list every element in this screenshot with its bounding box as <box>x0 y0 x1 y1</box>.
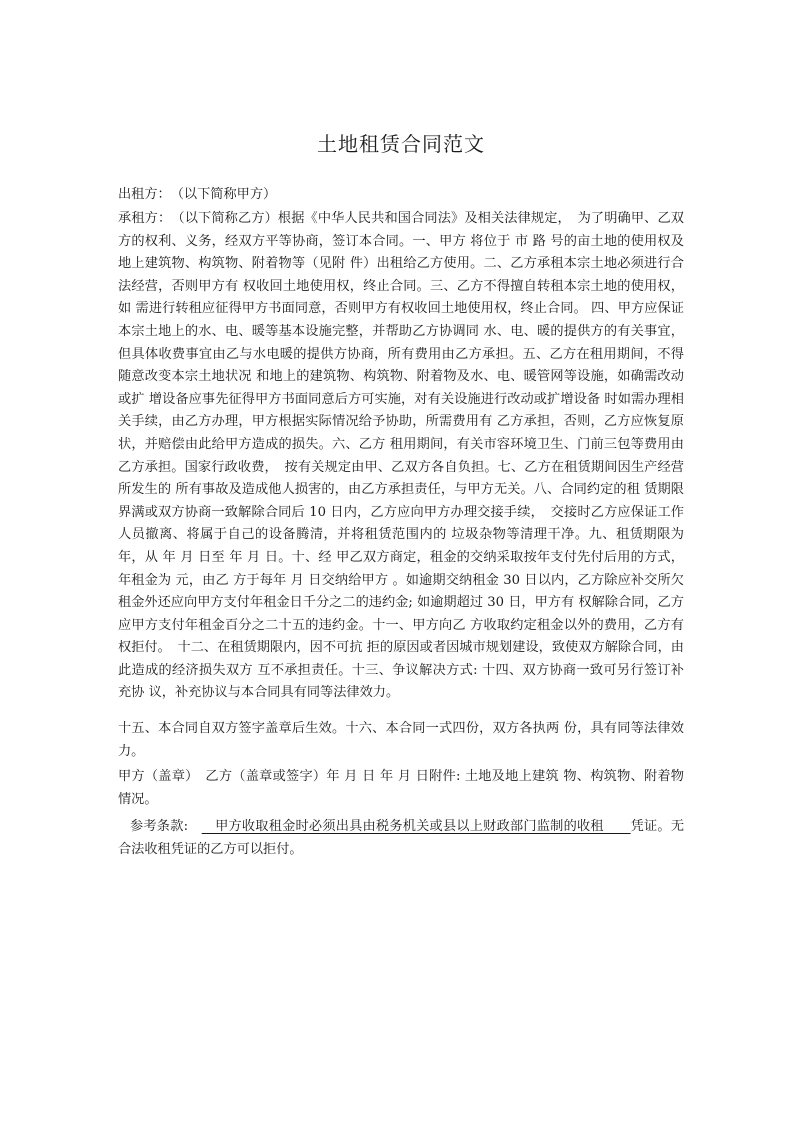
contract-body-paragraph: 承租方： （以下简称乙方）根据《中华人民共和国合同法》及相关法律规定， 为了明确甲、乙双方的权利、义务，经双方平等协商，签订本合同。一、甲方 将位于 市 路 号的亩土地的使用权及地上建筑物、构筑物、附着物等（见附 件）出租给乙方使用。二、乙方承租本宗土地必须进行合法经营，否则甲方有 权收回土地使用权，终止合同。三、乙方不得擅自转租本宗土地的使用权，如 需进行转租应征得甲方书面同意，否则甲方有权收回土地使用权，终止合同。 四、甲方应保证本宗土地上的水、电、暖等基本设施完整，并帮助乙方协调同 水、电、暖的提供方的有关事宜，但具体收费事宜由乙与水电暖的提供方协商，所有费用由乙方承担。五、乙方在租用期间，不得随意改变本宗土地状况 和地上的建筑物、构筑物、附着物及水、电、暖管网等设施，如确需改动或扩 增设备应事先征得甲方书面同意后方可实施，对有关设施进行改动或扩增设备 时如需办理相关手续，由乙方办理，甲方根据实际情况给予协助，所需费用有 乙方承担，否则，乙方应恢复原状，并赔偿由此给甲方造成的损失。六、乙方 租用期间，有关市容环境卫生、门前三包等费用由乙方承担。国家行政收费， 按有关规定由甲、乙双方各自负担。七、乙方在租赁期间因生产经营所发生的 所有事故及造成他人损害的，由乙方承担责任，与甲方无关。八、合同约定的租 赁期限界满或双方协商一致解除合同后 10 日内，乙方应向甲方办理交接手续， 交接时乙方应保证工作人员撤离、将属于自己的设备腾清，并将租赁范围内的 垃圾杂物等清理干净。九、租赁期限为 年，从 年 月 日至 年 月 日。十、经 甲乙双方商定，租金的交纳采取按年支付先付后用的方式，年租金为 元，由乙 方于每年 月 日交纳给甲方 。如逾期交纳租金 30 日以内，乙方除应补交所欠 租金外还应向甲方支付年租金日千分之二的违约金; 如逾期超过 30 日，甲方有 权解除合同，乙方应甲方支付年租金百分之二十五的违约金。十一、甲方向乙 方收取约定租金以外的费用，乙方有权拒付。 十二、在租赁期限内，因不可抗 拒的原因或者因城市规划建设，致使双方解除合同，由此造成的经济损失双方 互不承担责任。十三、争议解决方式: 十四、双方协商一致可另行签订补充协 议，补充协议与本合同具有同等法律效力。 <box>118 211 684 701</box>
reference-label: 参考条款: <box>130 819 189 834</box>
clause-fifteen-paragraph: 十五、本合同自双方签字盖章后生效。十六、本合同一式四份，双方各执两 份，具有同等法律效力。 <box>118 721 684 759</box>
reference-tail-text: 凭证。无合法收租凭证的乙方可以拒付。 <box>118 819 685 857</box>
document-title: 土地租赁合同范文 <box>317 132 485 156</box>
lessor-line: 出租方： （以下简称甲方） <box>118 187 277 202</box>
signature-paragraph: 甲方（盖章） 乙方（盖章或签字）年 月 日 年 月 日附件: 土地及地上建筑 物、构筑物、附着物情况。 <box>118 769 684 807</box>
reference-underlined-text: 甲方收取租金时必须出具由税务机关或县以上财政部门监制的收租 <box>201 819 631 834</box>
reference-clause-paragraph <box>118 816 684 861</box>
